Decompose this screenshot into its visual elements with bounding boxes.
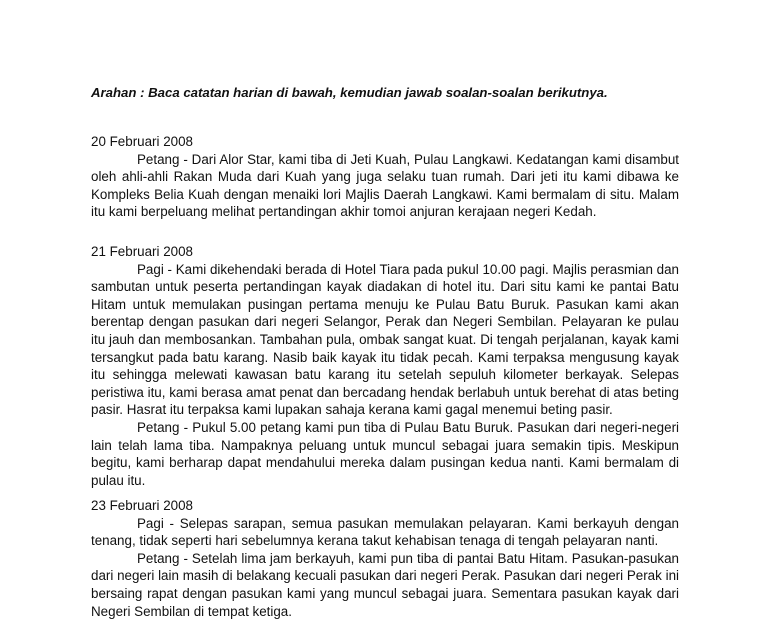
entry-date: 21 Februari 2008 <box>91 244 193 259</box>
entry-paragraph: Pagi - Kami dikehendaki berada di Hotel Tiara pada pukul 10.00 pagi. Majlis perasmian dan sambutan untuk peserta pertandingan kayak diadakan di hotel itu. Dari situ kami ke pantai Batu Hitam untuk memulakan pusingan pertama menuju ke Pulau Batu Buruk. Pasukan kami akan berentap dengan pasukan dari negeri Selangor, Perak dan Negeri Sembilan. Pelayaran ke pulau itu jauh dan membosankan. Tambahan pula, ombak sangat kuat. Di tengah perjalanan, kayak kami tersangkut pada batu karang. Nasib baik kayak itu tidak pecah. Kami terpaksa mengusung kayak itu sehingga melewati kawasan batu karang itu setelah sepuluh kilometer berkayak. Selepas peristiwa itu, kami berasa amat penat dan bercadang hendak berlabuh untuk berehat di atas beting pasir. Hasrat itu terpaksa kami lupakan sahaja kerana kami gagal menemui beting pasir. <box>91 261 679 418</box>
entry-paragraph: Pagi - Selepas sarapan, semua pasukan memulakan pelayaran. Kami berkayuh dengan tenang, tidak seperti hari sebelumnya kerana takut kehabisan tenaga di tengah pelayaran nanti. <box>91 515 679 549</box>
diary-entry <box>91 243 679 489</box>
diary-entry <box>91 133 679 221</box>
entry-date: 20 Februari 2008 <box>91 134 193 149</box>
diary-entry <box>91 497 679 620</box>
entry-paragraph: Petang - Pukul 5.00 petang kami pun tiba di Pulau Batu Buruk. Pasukan dari negeri-negeri lain telah lama tiba. Nampaknya peluang untuk muncul sebagai juara semakin tipis. Meskipun begitu, kami berharap dapat mendahului mereka dalam pusingan kedua nanti. Kami bermalam di pulau itu. <box>91 419 679 488</box>
instruction-heading: Arahan : Baca catatan harian di bawah, kemudian jawab soalan-soalan berikutnya. <box>91 85 608 100</box>
entry-paragraph: Petang - Setelah lima jam berkayuh, kami pun tiba di pantai Batu Hitam. Pasukan-pasukan dari negeri lain masih di belakang kecuali pasukan dari negeri Perak. Pasukan dari negeri Perak ini bersaing rapat dengan pasukan kami yang muncul sebagai juara. Sementara pasukan kayak dari Negeri Sembilan di tempat ketiga. <box>91 550 679 619</box>
entry-date: 23 Februari 2008 <box>91 498 193 513</box>
entry-paragraph: Petang - Dari Alor Star, kami tiba di Jeti Kuah, Pulau Langkawi. Kedatangan kami disambut oleh ahli-ahli Rakan Muda dari Kuah yang juga selaku tuan rumah. Dari jeti itu kami dibawa ke Kompleks Belia Kuah dengan menaiki lori Majlis Daerah Langkawi. Kami bermalam di situ. Malam itu kami berpeluang melihat pertandingan akhir tomoi anjuran kerajaan negeri Kedah. <box>91 151 679 220</box>
